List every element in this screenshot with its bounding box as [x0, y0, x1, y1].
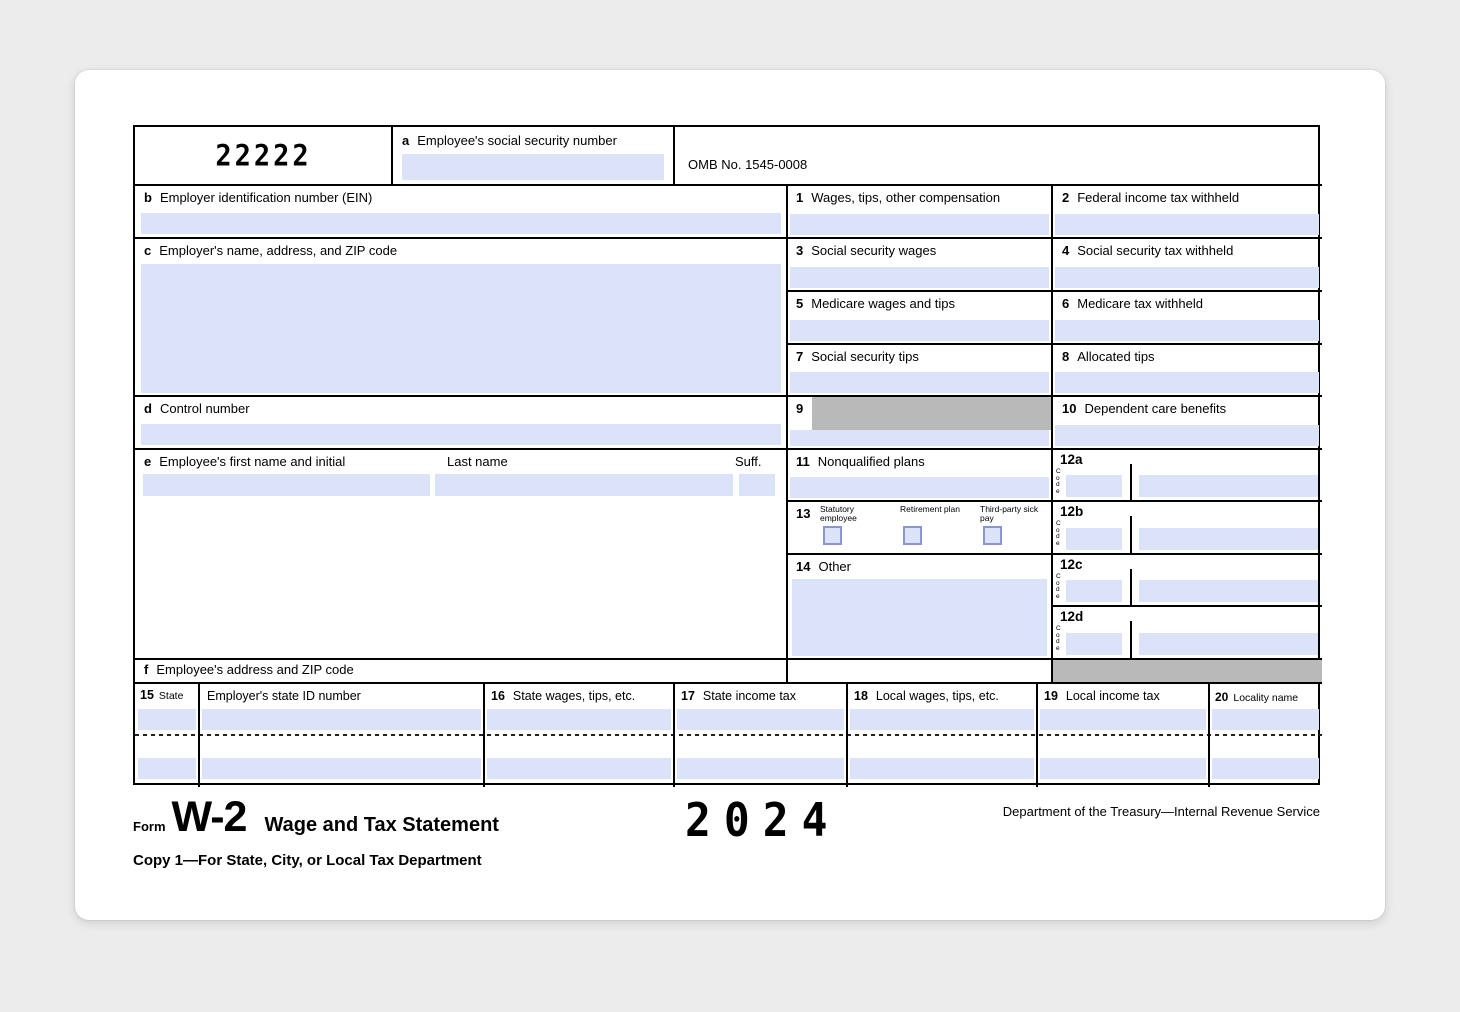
box-2: [1052, 185, 1322, 238]
box-20-number: 20: [1215, 690, 1229, 704]
box-13: [787, 501, 1052, 554]
box-12d-code-input[interactable]: [1066, 633, 1122, 655]
box-12d-amount-input[interactable]: [1139, 633, 1318, 655]
grid-line: [1052, 605, 1322, 607]
box-19-label-row: [1044, 689, 1160, 703]
box-e-letter: e: [144, 454, 152, 469]
box-16-number: 16: [491, 689, 505, 703]
box-f-employee-address: [135, 659, 787, 683]
grid-line: [135, 448, 1322, 450]
grid-line: [786, 184, 788, 683]
grid-line: [787, 500, 1322, 502]
box-4-label: Social security tax withheld: [1077, 243, 1234, 258]
box-12b: [1052, 501, 1322, 554]
box-19-number: 19: [1044, 689, 1058, 703]
suffix-label: Suff.: [735, 454, 762, 469]
box-9: [787, 396, 1052, 449]
box-f-label: Employee's address and ZIP code: [156, 662, 354, 677]
box-12c: [1052, 554, 1322, 606]
grid-line: [787, 553, 1322, 555]
box-b-label: Employer identification number (EIN): [159, 190, 373, 205]
box-6: [1052, 291, 1322, 344]
box-2-input[interactable]: [1055, 214, 1319, 235]
grid-line: [673, 682, 675, 787]
form-footer: [133, 788, 1320, 903]
box-12a-amount-input[interactable]: [1139, 475, 1318, 497]
box-15-number: 15: [140, 688, 154, 702]
state-row1-box17-input[interactable]: [677, 709, 844, 730]
retirement-plan-group: [900, 505, 966, 545]
box-20-label: Locality name: [1233, 692, 1299, 704]
box-5-input[interactable]: [790, 320, 1049, 341]
box-14-input[interactable]: [792, 579, 1047, 656]
box-7-input[interactable]: [790, 372, 1049, 393]
box-15-label: State: [158, 690, 184, 702]
box-12a-code-label: Code: [1056, 468, 1061, 495]
box-12c-amount-input[interactable]: [1139, 580, 1318, 602]
state-row1-box20-input[interactable]: [1212, 709, 1319, 730]
grid-line: [198, 682, 200, 787]
employer-state-id-label: Employer's state ID number: [207, 689, 361, 703]
box-10-input[interactable]: [1055, 425, 1319, 446]
box-11-label-row: [796, 454, 925, 469]
box-12b-code-input[interactable]: [1066, 528, 1122, 550]
box-18-number: 18: [854, 689, 868, 703]
third-party-sick-pay-checkbox[interactable]: [983, 526, 1002, 545]
box-2-number: 2: [1062, 190, 1070, 205]
box-a-letter: a: [402, 133, 410, 148]
retirement-plan-label: Retirement plan: [900, 504, 961, 514]
box-8-label: Allocated tips: [1077, 349, 1155, 364]
state-row2-box16-input[interactable]: [487, 758, 671, 779]
statutory-employee-checkbox[interactable]: [823, 526, 842, 545]
grid-line: [483, 682, 485, 787]
third-party-sick-pay-group: [980, 505, 1046, 545]
state-row1-box16-input[interactable]: [487, 709, 671, 730]
grid-line: [135, 237, 1322, 239]
box-1-label-row: [796, 190, 1000, 205]
box-8-input[interactable]: [1055, 372, 1319, 393]
box-11: [787, 449, 1052, 501]
box-4-number: 4: [1062, 243, 1070, 258]
ssn-input[interactable]: [402, 154, 664, 180]
state-row-dashed-divider: [135, 734, 1322, 736]
box-5-label-row: [796, 296, 955, 311]
box-e-label-row: [144, 454, 345, 469]
box-5-label: Medicare wages and tips: [811, 296, 956, 311]
grid-line: [1036, 682, 1038, 787]
box-e-label: Employee's first name and initial: [159, 454, 346, 469]
third-party-sick-pay-label: Third-party sick pay: [980, 504, 1039, 523]
box-6-label-row: [1062, 296, 1203, 311]
box-20-label-row: [1215, 690, 1298, 704]
box-11-label: Nonqualified plans: [817, 454, 925, 469]
box-13-label-row: [796, 506, 810, 521]
state-row2-box19-input[interactable]: [1040, 758, 1206, 779]
grid-line: [1051, 184, 1053, 683]
box-12a-divider: [1130, 464, 1132, 501]
grid-line: [135, 658, 1322, 660]
box-2-label: Federal income tax withheld: [1077, 190, 1240, 205]
department-line: Department of the Treasury—Internal Revenue Service: [1002, 804, 1320, 819]
state-row1-box19-input[interactable]: [1040, 709, 1206, 730]
box-16-label: State wages, tips, etc.: [512, 689, 636, 703]
box-6-label: Medicare tax withheld: [1077, 296, 1203, 311]
box-14-number: 14: [796, 559, 811, 574]
box-15-label-row: [140, 688, 183, 702]
box-10-label: Dependent care benefits: [1084, 401, 1227, 416]
box-12d: [1052, 606, 1322, 659]
box-1-number: 1: [796, 190, 804, 205]
box-e-employee-name: [135, 449, 787, 659]
box-12d-divider: [1130, 621, 1132, 659]
box-18-label-row: [854, 689, 999, 703]
box-12c-number: 12c: [1060, 557, 1083, 572]
box-16-label-row: [491, 689, 635, 703]
box-12a-code-input[interactable]: [1066, 475, 1122, 497]
box-14-label-row: [796, 559, 851, 574]
last-name-input[interactable]: [435, 474, 733, 496]
state-row2-state-input[interactable]: [138, 758, 196, 779]
box-12b-number: 12b: [1060, 504, 1084, 519]
box-12b-divider: [1130, 516, 1132, 554]
box-4-input[interactable]: [1055, 267, 1319, 288]
form-title-block: [133, 793, 499, 841]
box-12b-code-label: Code: [1056, 520, 1061, 547]
grid-line: [391, 127, 393, 185]
box-2-label-row: [1062, 190, 1239, 205]
box-c-employer: [135, 238, 787, 396]
box-17-label: State income tax: [702, 689, 797, 703]
box-d-letter: d: [144, 401, 152, 416]
grid-line: [787, 343, 1322, 345]
w2-form: [133, 125, 1320, 785]
box-1-label: Wages, tips, other compensation: [811, 190, 1001, 205]
omb-box: [674, 127, 1322, 185]
grid-line: [1208, 682, 1210, 787]
box-8: [1052, 344, 1322, 396]
box-17-number: 17: [681, 689, 695, 703]
box-12d-code-label: Code: [1056, 625, 1061, 652]
box-c-letter: c: [144, 243, 152, 258]
box-12a: [1052, 449, 1322, 501]
box-17-label-row: [681, 689, 796, 703]
box-a-ssn: [392, 127, 674, 185]
box-9-shaded-area: [812, 396, 1052, 430]
box-a-label: Employee's social security number: [417, 133, 617, 148]
state-row2-box17-input[interactable]: [677, 758, 844, 779]
form-title: Wage and Tax Statement: [264, 814, 499, 836]
box-12-shaded-area: [1052, 659, 1322, 683]
box-12b-amount-input[interactable]: [1139, 528, 1318, 550]
retirement-plan-checkbox[interactable]: [903, 526, 922, 545]
box-4-label-row: [1062, 243, 1233, 258]
grid-line: [135, 184, 1322, 186]
state-row2-box18-input[interactable]: [850, 758, 1034, 779]
box-11-input[interactable]: [790, 477, 1049, 498]
form-word: Form: [133, 819, 166, 834]
box-10-number: 10: [1062, 401, 1077, 416]
box-10-label-row: [1062, 401, 1226, 416]
employer-name-address-input[interactable]: [141, 264, 781, 393]
box-12d-number: 12d: [1060, 609, 1084, 624]
control-number-input[interactable]: [141, 424, 781, 445]
grid-line: [846, 682, 848, 787]
box-12c-code-input[interactable]: [1066, 580, 1122, 602]
box-8-number: 8: [1062, 349, 1070, 364]
state-row2-employer-id-input[interactable]: [202, 758, 481, 779]
box-8-label-row: [1062, 349, 1155, 364]
box-c-label: Employer's name, address, and ZIP code: [159, 243, 398, 258]
box-d-label: Control number: [159, 401, 250, 416]
box-f-label-row: [144, 662, 354, 677]
grid-line: [673, 127, 675, 185]
box-b-label-row: [144, 190, 372, 205]
box-7-number: 7: [796, 349, 804, 364]
box-9-number: 9: [796, 401, 804, 416]
box-6-number: 6: [1062, 296, 1070, 311]
state-row1-employer-id-input[interactable]: [202, 709, 481, 730]
state-row1-state-input[interactable]: [138, 709, 196, 730]
box-12c-divider: [1130, 569, 1132, 606]
box-c-label-row: [144, 243, 397, 258]
box-5-number: 5: [796, 296, 804, 311]
box-f-letter: f: [144, 662, 149, 677]
last-name-label: Last name: [447, 454, 508, 469]
ein-input[interactable]: [141, 213, 781, 234]
box-13-number: 13: [796, 506, 811, 521]
box-4: [1052, 238, 1322, 291]
box-12c-code-label: Code: [1056, 573, 1061, 600]
form-number: W-2: [171, 793, 247, 841]
grid-line: [135, 682, 1322, 684]
box-19-label: Local income tax: [1065, 689, 1160, 703]
box-7-label-row: [796, 349, 919, 364]
box-12a-number: 12a: [1060, 452, 1083, 467]
box-14: [787, 554, 1052, 659]
state-row2-box20-input[interactable]: [1212, 758, 1319, 779]
omb-number: OMB No. 1545-0008: [688, 157, 808, 172]
grid-line: [787, 290, 1322, 292]
control-code-box: [135, 127, 392, 185]
box-7-label: Social security tips: [811, 349, 919, 364]
box-6-input[interactable]: [1055, 320, 1319, 341]
box-3: [787, 238, 1052, 291]
box-d-label-row: [144, 401, 250, 416]
box-d-control-number: [135, 396, 787, 449]
statutory-employee-label: Statutory employee: [820, 504, 857, 523]
state-row1-box18-input[interactable]: [850, 709, 1034, 730]
box-a-label-row: [402, 133, 617, 148]
box-3-number: 3: [796, 243, 804, 258]
box-7: [787, 344, 1052, 396]
box-3-label-row: [796, 243, 936, 258]
box-3-input[interactable]: [790, 267, 1049, 288]
box-14-label: Other: [818, 559, 851, 574]
box-b-ein: [135, 185, 787, 238]
suffix-input[interactable]: [739, 474, 775, 496]
box-5: [787, 291, 1052, 344]
control-code-22222: 22222: [215, 139, 312, 173]
tax-year: 2024: [685, 794, 841, 848]
box-10: [1052, 396, 1322, 449]
box-1-input[interactable]: [790, 214, 1049, 235]
box-1: [787, 185, 1052, 238]
statutory-employee-group: [820, 505, 886, 545]
copy-line: Copy 1—For State, City, or Local Tax Department: [133, 852, 482, 869]
box-18-label: Local wages, tips, etc.: [875, 689, 999, 703]
box-9-input[interactable]: [790, 430, 1049, 446]
box-9-label-row: [796, 401, 803, 416]
box-b-letter: b: [144, 190, 152, 205]
box-3-label: Social security wages: [811, 243, 937, 258]
w2-form-page: [75, 70, 1385, 920]
grid-line: [135, 395, 1322, 397]
box-11-number: 11: [796, 454, 810, 469]
first-name-input[interactable]: [143, 474, 430, 496]
